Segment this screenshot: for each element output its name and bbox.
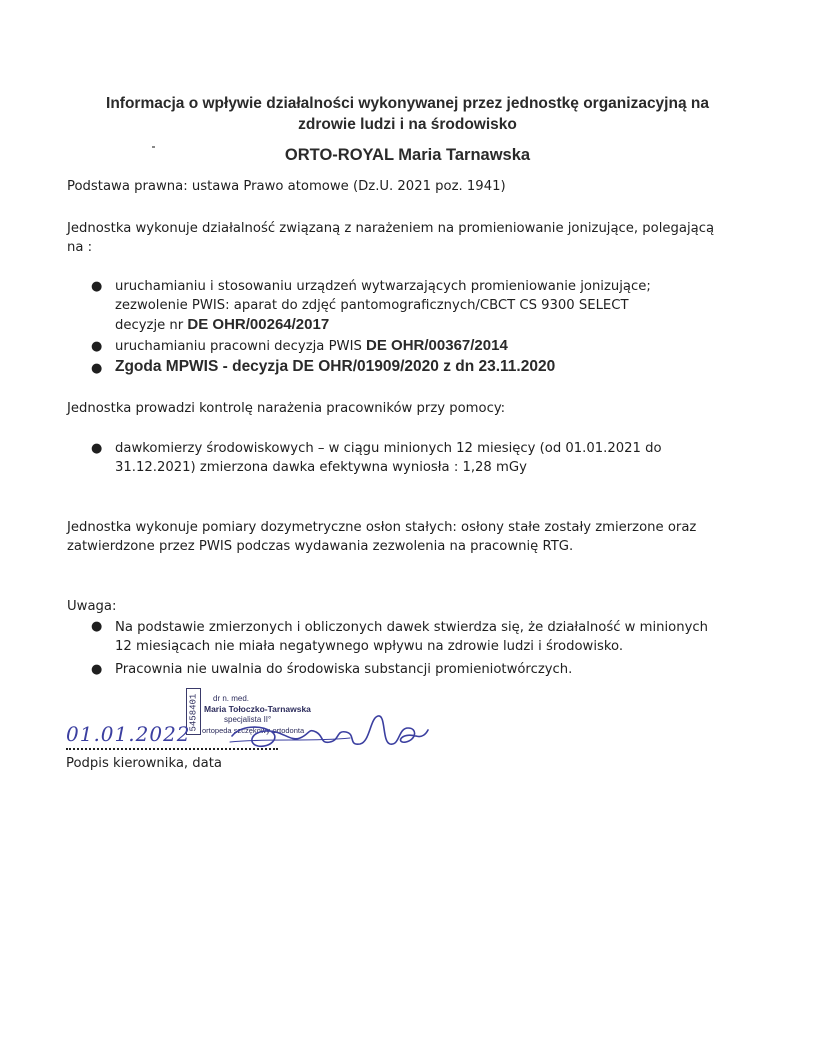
decision-prefix: decyzje nr <box>115 318 188 333</box>
company-name: ORTO-ROYAL Maria Tarnawska <box>284 146 531 164</box>
document-title-line1: Informacja o wpływie działalności wykonywanej przez jednostkę organizacyjną na <box>106 95 709 112</box>
measurements-line2: zatwierdzone przez PWIS podczas wydawania zezwolenia na pracownię RTG. <box>67 539 574 554</box>
activity-item1-line2: zezwolenie PWIS: aparat do zdjęć pantomograficznych/CBCT CS 9300 SELECT <box>115 298 629 313</box>
legal-basis: Podstawa prawna: ustawa Prawo atomowe (Dz.U. 2021 poz. 1941) <box>67 179 506 194</box>
notes-item1-line2: 12 miesiącach nie miała negatywnego wpływu na zdrowie ludzi i środowisko. <box>115 639 624 654</box>
decision-number: DE OHR/00264/2017 <box>187 316 330 333</box>
signature-label: Podpis kierownika, data <box>66 756 223 771</box>
decision-number: DE OHR/00367/2014 <box>366 337 508 354</box>
notes-item2: Pracownia nie uwalnia do środowiska substancji promieniotwórczych. <box>115 662 573 677</box>
bullet-icon: ● <box>91 662 103 677</box>
control-intro: Jednostka prowadzi kontrolę narażenia pracowników przy pomocy: <box>67 401 506 416</box>
control-item-line2: 31.12.2021) zmierzona dawka efektywna wyniosła : 1,28 mGy <box>115 460 527 475</box>
activity-intro-line1: Jednostka wykonuje działalność związaną z narażeniem na promieniowanie jonizujące, polegającą <box>67 221 715 236</box>
stamp-number: 5458401 <box>188 693 199 732</box>
document-title-line2: zdrowie ludzi i na środowisko <box>298 116 517 133</box>
activity-item2 <box>115 336 508 356</box>
control-item-line1: dawkomierzy środowiskowych – w ciągu minionych 12 miesięcy (od 01.01.2021 do <box>115 441 662 456</box>
notes-item1-line1: Na podstawie zmierzonych i obliczonych dawek stwierdza się, że działalność w minionych <box>115 620 708 635</box>
notes-heading: Uwaga: <box>67 599 117 614</box>
stamp-specialty: ortopeda szczękowy-ortodonta <box>202 726 305 735</box>
bullet-icon: ● <box>91 339 103 354</box>
bullet-icon: ● <box>91 361 103 376</box>
decision-prefix: uruchamianiu pracowni decyzja PWIS <box>115 339 367 354</box>
activity-item1-line1: uruchamianiu i stosowaniu urządzeń wytwarzających promieniowanie jonizujące; <box>115 279 651 294</box>
signature-dotted-line <box>66 748 278 750</box>
stamp-degree: dr n. med. <box>213 694 250 703</box>
bullet-icon: ● <box>91 441 103 456</box>
bullet-icon: ● <box>91 279 103 294</box>
handwritten-date: 01.01.2022 <box>66 722 191 746</box>
activity-intro-line2: na : <box>67 240 93 255</box>
bullet-icon: ● <box>91 619 103 634</box>
handwritten-signature <box>220 698 430 763</box>
activity-item3-consent: Zgoda MPWIS - decyzja DE OHR/01909/2020 z dn 23.11.2020 <box>115 358 556 375</box>
stamp-name: Maria Tołoczko-Tarnawska <box>204 704 311 714</box>
activity-item1-line3 <box>115 315 329 335</box>
measurements-line1: Jednostka wykonuje pomiary dozymetryczne osłon stałych: osłony stałe zostały zmierzone oraz <box>67 520 697 535</box>
stamp-specialist: specjalista II° <box>224 715 272 724</box>
